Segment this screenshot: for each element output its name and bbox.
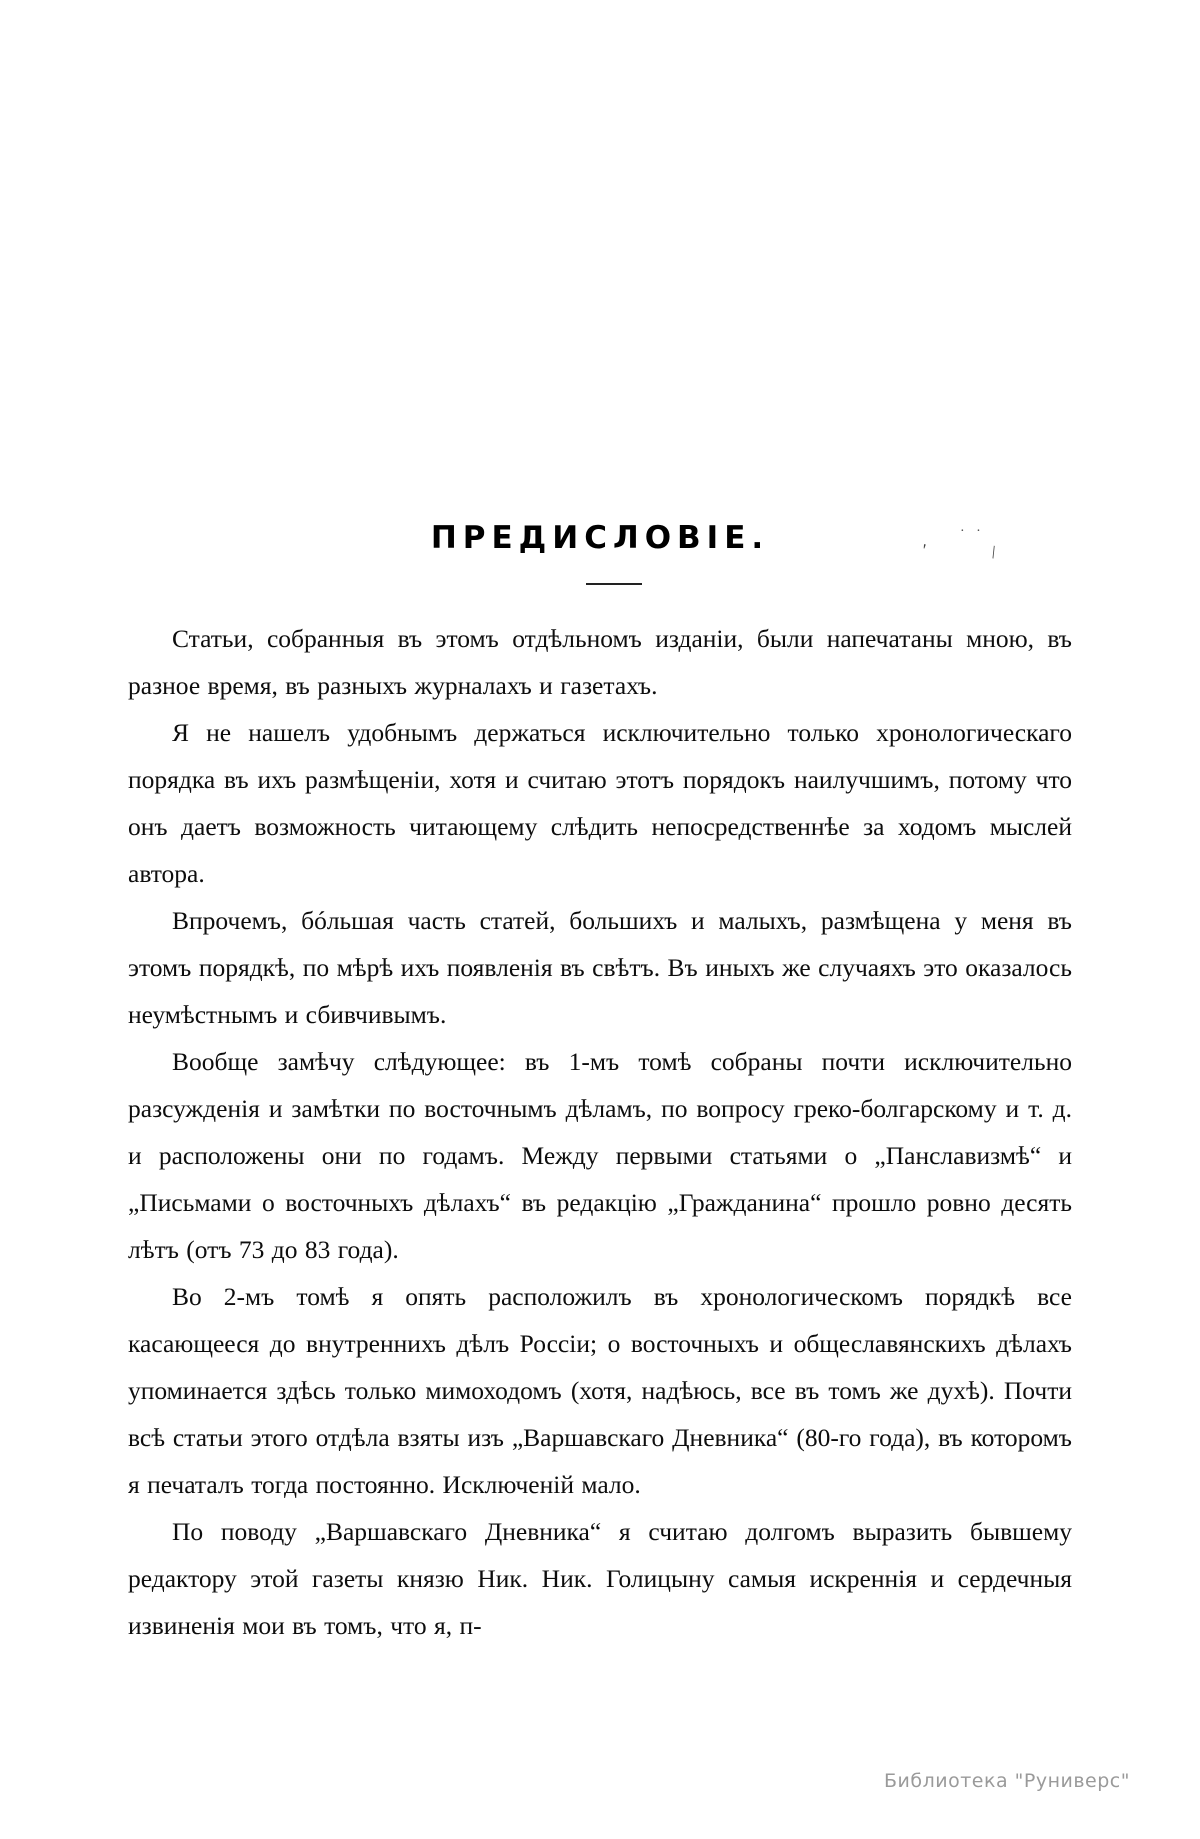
margin-mark-2: · · <box>960 524 985 539</box>
margin-mark-1: ' <box>920 539 928 561</box>
library-watermark: Библиотека "Руниверс" <box>884 1770 1130 1792</box>
body-text <box>128 615 1072 1649</box>
paragraph-2: Я не нашелъ удобнымъ держаться исключительно только хронологическаго порядка въ ихъ размѣщеніи, хотя и считаю этотъ порядокъ наилучшимъ, потому что онъ даетъ возможность читающему слѣдить непосредственнѣе за ходомъ мыслей автора. <box>128 718 1072 888</box>
paragraph-3: Впрочемъ, бóльшая часть статей, большихъ и малыхъ, размѣщена у меня въ этомъ порядкѣ, по мѣрѣ ихъ появленія въ свѣтъ. Въ иныхъ же случаяхъ это оказалось неумѣстнымъ и сбивчивымъ. <box>128 906 1072 1029</box>
paragraph-6: По поводу „Варшавскаго Дневника“ я считаю долгомъ выразить бывшему редактору этой газеты князю Ник. Ник. Голицыну самыя искреннія и сердечныя извиненія мои въ томъ, что я, п- <box>128 1517 1072 1640</box>
margin-mark-3: \ <box>987 541 1001 563</box>
paragraph-1: Статьи, собранныя въ этомъ отдѣльномъ изданіи, были напечатаны мною, въ разное время, въ разныхъ журналахъ и газетахъ. <box>128 624 1072 700</box>
title-divider <box>586 583 642 585</box>
page-title: ПРЕДИСЛОВІЕ. <box>430 520 770 556</box>
paragraph-5: Во 2-мъ томѣ я опять расположилъ въ хронологическомъ порядкѣ все касающееся до внутреннихъ дѣлъ Россіи; о восточныхъ и общеславянскихъ дѣлахъ упоминается здѣсь только мимоходомъ (хотя, надѣюсь, все въ томъ же духѣ). Почти всѣ статьи этого отдѣла взяты изъ „Варшавскаго Дневника“ (80-го года), въ которомъ я печаталъ тогда постоянно. Исключеній мало. <box>128 1282 1072 1499</box>
page-bottom-fade <box>0 1700 1200 1740</box>
paragraph-4: Вообще замѣчу слѣдующее: въ 1-мъ томѣ собраны почти исключительно разсужденія и замѣтки по восточнымъ дѣламъ, по вопросу греко-болгарскому и т. д. и расположены они по годамъ. Между первыми статьями о „Панславизмѣ“ и „Письмами о восточныхъ дѣлахъ“ въ редакцію „Гражданина“ прошло ровно десять лѣтъ (отъ 73 до 83 года). <box>128 1047 1072 1264</box>
